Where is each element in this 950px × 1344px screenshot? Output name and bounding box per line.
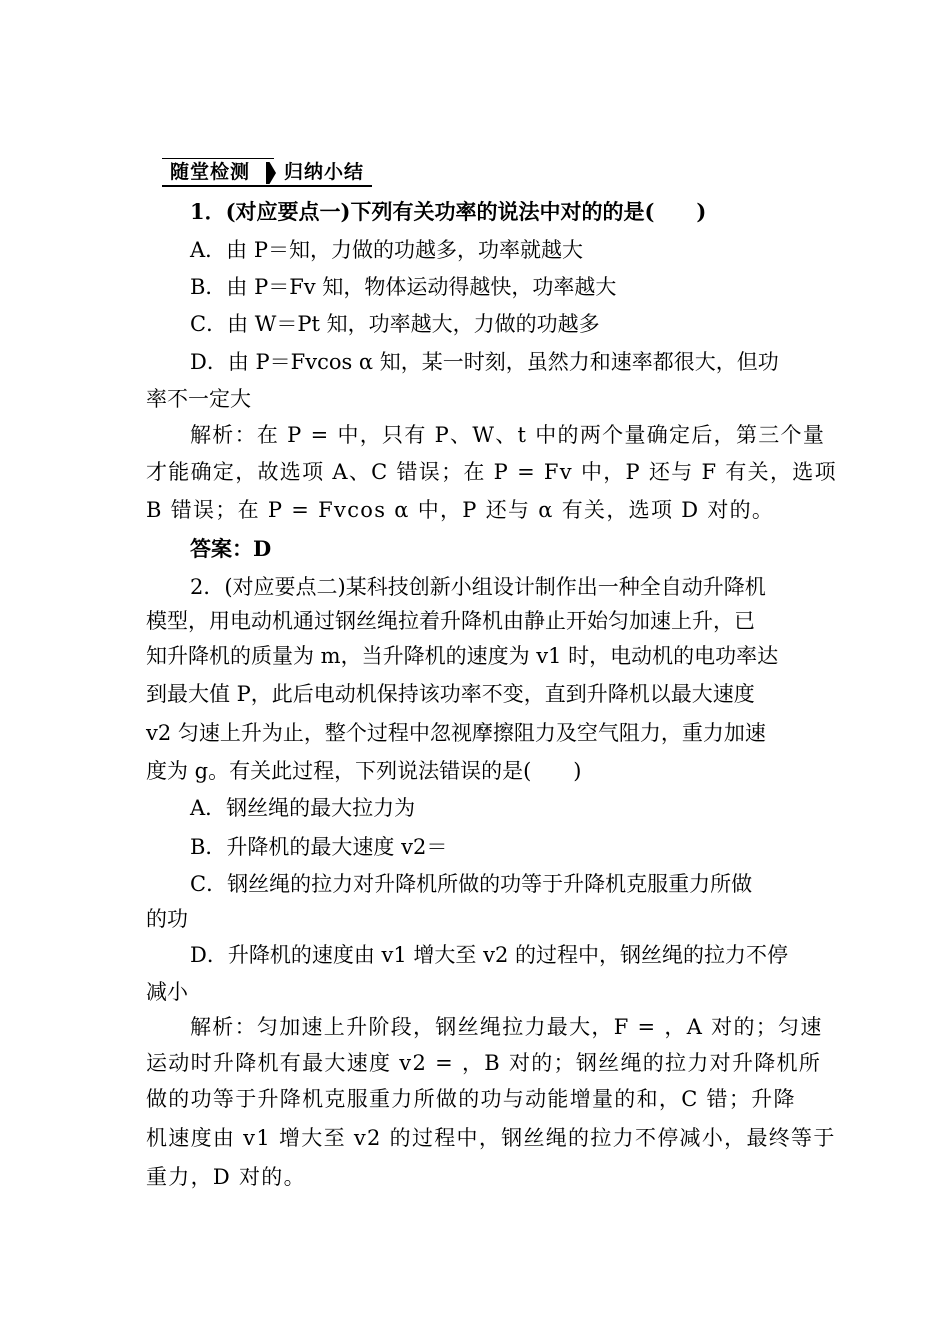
q2-stem: 到最大值 P，此后电动机保持该功率不变，直到升降机以最大速度: [146, 682, 755, 706]
q2-analysis: 重力，D 对的。: [146, 1165, 306, 1189]
q2-analysis: 运动时升降机有最大速度 v2 = ，B 对的；钢丝绳的拉力对升降机所: [146, 1051, 822, 1075]
q2-option-d: D．升降机的速度由 v1 增大至 v2 的过程中，钢丝绳的拉力不停: [190, 943, 788, 967]
q1-option-c: C．由 W＝Pt 知，功率越大，力做的功越多: [190, 312, 600, 336]
header-label-right: 归纳小结: [284, 161, 365, 183]
q2-stem: 2．(对应要点二)某科技创新小组设计制作出一种全自动升降机: [190, 575, 766, 599]
q1-option-a: A．由 P＝知，力做的功越多，功率就越大: [190, 238, 583, 262]
q2-stem: 知升降机的质量为 m，当升降机的速度为 v1 时，电动机的电功率达: [146, 644, 779, 668]
q1-analysis: 解析：在 P = 中，只有 P、W、t 中的两个量确定后，第三个量: [190, 423, 826, 447]
section-header: [162, 160, 372, 186]
q2-option-c-cont: 的功: [146, 907, 188, 931]
q2-option-d-cont: 减小: [146, 980, 188, 1004]
q1-analysis: B 错误；在 P = Fvcos α 中，P 还与 α 有关，选项 D 对的。: [146, 498, 775, 522]
q2-stem: 模型，用电动机通过钢丝绳拉着升降机由静止开始匀加速上升，已: [146, 609, 755, 633]
q1-stem: 1．(对应要点一)下列有关功率的说法中对的的是( ): [190, 199, 707, 224]
header-arrow-icon: [266, 162, 276, 184]
header-rule-bottom: [162, 185, 372, 187]
q2-analysis: 机速度由 v1 增大至 v2 的过程中，钢丝绳的拉力不停减小，最终等于: [146, 1126, 836, 1150]
q2-option-a: A．钢丝绳的最大拉力为: [190, 796, 416, 820]
q2-stem: v2 匀速上升为止，整个过程中忽视摩擦阻力及空气阻力，重力加速: [146, 721, 766, 745]
q2-option-b: B．升降机的最大速度 v2＝: [190, 835, 448, 859]
header-rule-top: [162, 158, 274, 159]
q1-option-b: B．由 P＝Fv 知，物体运动得越快，功率越大: [190, 275, 617, 299]
q2-stem: 度为 g。有关此过程，下列说法错误的是( ): [146, 759, 582, 783]
q2-analysis: 做的功等于升降机克服重力所做的功与动能增量的和，C 错；升降: [146, 1087, 796, 1111]
q1-analysis: 才能确定，故选项 A、C 错误；在 P = Fv 中，P 还与 F 有关，选项: [146, 460, 837, 484]
q1-option-d: D．由 P＝Fvcos α 知，某一时刻，虽然力和速率都很大，但功: [190, 350, 779, 374]
header-label-left: 随堂检测: [170, 161, 251, 183]
q2-option-c: C．钢丝绳的拉力对升降机所做的功等于升降机克服重力所做: [190, 872, 753, 896]
q2-analysis: 解析：匀加速上升阶段，钢丝绳拉力最大，F = ，A 对的；匀速: [190, 1015, 823, 1039]
q1-answer: 答案：D: [190, 536, 272, 561]
q1-option-d-cont: 率不一定大: [146, 387, 251, 411]
